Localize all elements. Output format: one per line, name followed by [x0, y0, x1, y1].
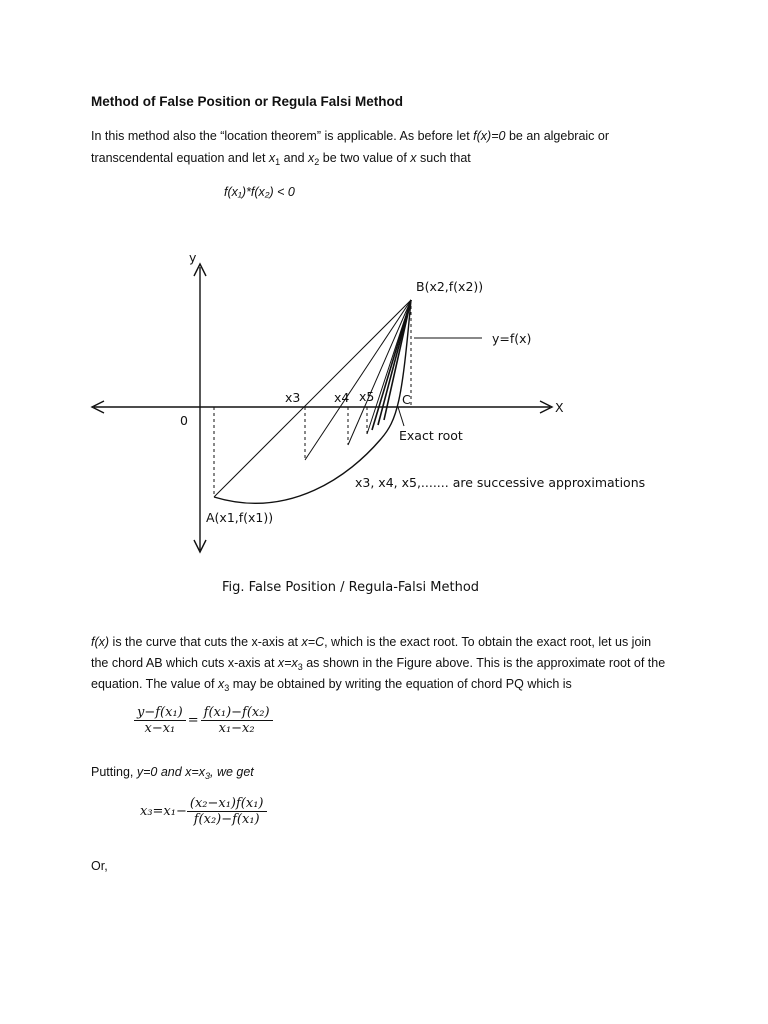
body-text: Putting, — [91, 765, 137, 779]
fraction-numerator: f(x₁)−f(x₂) — [201, 705, 273, 721]
x-axis-label: X — [555, 400, 564, 415]
intro-text: In this method also the “location theorem” is applicable. As before let — [91, 129, 474, 143]
chord-3 — [348, 300, 411, 445]
body-line-3 — [91, 674, 572, 699]
y-axis-label: y — [189, 250, 197, 265]
fraction-left — [134, 705, 186, 736]
equals-sign: = — [187, 713, 199, 728]
body-text: , which is the exact root. To obtain the exact root, let us join — [324, 635, 652, 649]
curve-fx — [214, 300, 411, 503]
subscript: 1 — [275, 157, 281, 167]
body-line-1 — [91, 632, 651, 653]
fraction-denominator: x−x₁ — [144, 721, 176, 736]
fraction-right — [201, 705, 273, 736]
successive-approximations-label: x3, x4, x5,....... are successive approximations — [355, 475, 646, 490]
body-text: as shown in the Figure above. This is the approximate root of the — [302, 656, 666, 670]
x3-label: x3 — [285, 390, 301, 405]
subscript: 3 — [204, 771, 210, 781]
putting-line — [91, 762, 254, 787]
equation-inline: x=C — [301, 635, 325, 649]
intro-line-2 — [91, 148, 471, 173]
point-a-label: A(x1,f(x1)) — [206, 510, 274, 525]
inequality: f(x₁)*f(x₂) < 0 — [224, 185, 295, 199]
subscript: 3 — [224, 683, 230, 693]
equation-inline: f(x)=0 — [473, 129, 506, 143]
equation-inline: y=0 and x=x — [136, 765, 205, 779]
body-text: is the curve that cuts the x-axis at — [109, 635, 302, 649]
body-text: may be obtained by writing the equation of chord PQ which is — [229, 677, 572, 691]
c-label: C — [402, 392, 411, 407]
x4-label: x4 — [334, 390, 350, 405]
fraction-numerator: y−f(x₁) — [134, 705, 186, 721]
point-b-label: B(x2,f(x2)) — [416, 279, 484, 294]
intro-text: transcendental equation and let — [91, 151, 269, 165]
subscript: 3 — [297, 662, 303, 672]
body-text: the chord AB which cuts x-axis at — [91, 656, 278, 670]
fraction-numerator: (x₂−x₁)f(x₁) — [187, 796, 267, 812]
false-position-figure — [80, 240, 680, 570]
curve-label: y=f(x) — [492, 331, 532, 346]
origin-label: 0 — [180, 413, 188, 428]
variable: x — [410, 151, 417, 165]
or-text: Or, — [91, 859, 108, 873]
fraction-denominator: x₁−x₂ — [218, 721, 255, 736]
chord-equation — [134, 705, 273, 736]
fraction-denominator: f(x₂)−f(x₁) — [193, 812, 260, 827]
exact-root-pointer — [398, 407, 404, 426]
equation-lhs: x₃=x₁− — [140, 804, 187, 819]
body-text: , we get — [210, 765, 254, 779]
subscript: 2 — [314, 157, 320, 167]
variable: x — [308, 151, 315, 165]
intro-text: be an algebraic or — [505, 129, 610, 143]
section-title: Method of False Position or Regula Falsi Method — [91, 94, 404, 109]
intro-line-1 — [91, 126, 609, 147]
chord-2 — [305, 300, 411, 460]
exact-root-label: Exact root — [399, 428, 463, 443]
equation-inline: f(x) — [91, 635, 110, 649]
intro-text: be two value of — [319, 151, 411, 165]
equation-inline: x=x — [277, 656, 298, 670]
figure-caption: Fig. False Position / Regula-Falsi Method — [222, 580, 480, 595]
body-text: equation. The value of — [91, 677, 218, 691]
variable: x — [268, 151, 276, 165]
x3-equation — [140, 796, 267, 827]
intro-text: such that — [416, 151, 471, 165]
intro-text: and — [280, 151, 308, 165]
fraction — [187, 796, 267, 827]
x5-label: x5 — [359, 389, 375, 404]
variable: x — [217, 677, 225, 691]
